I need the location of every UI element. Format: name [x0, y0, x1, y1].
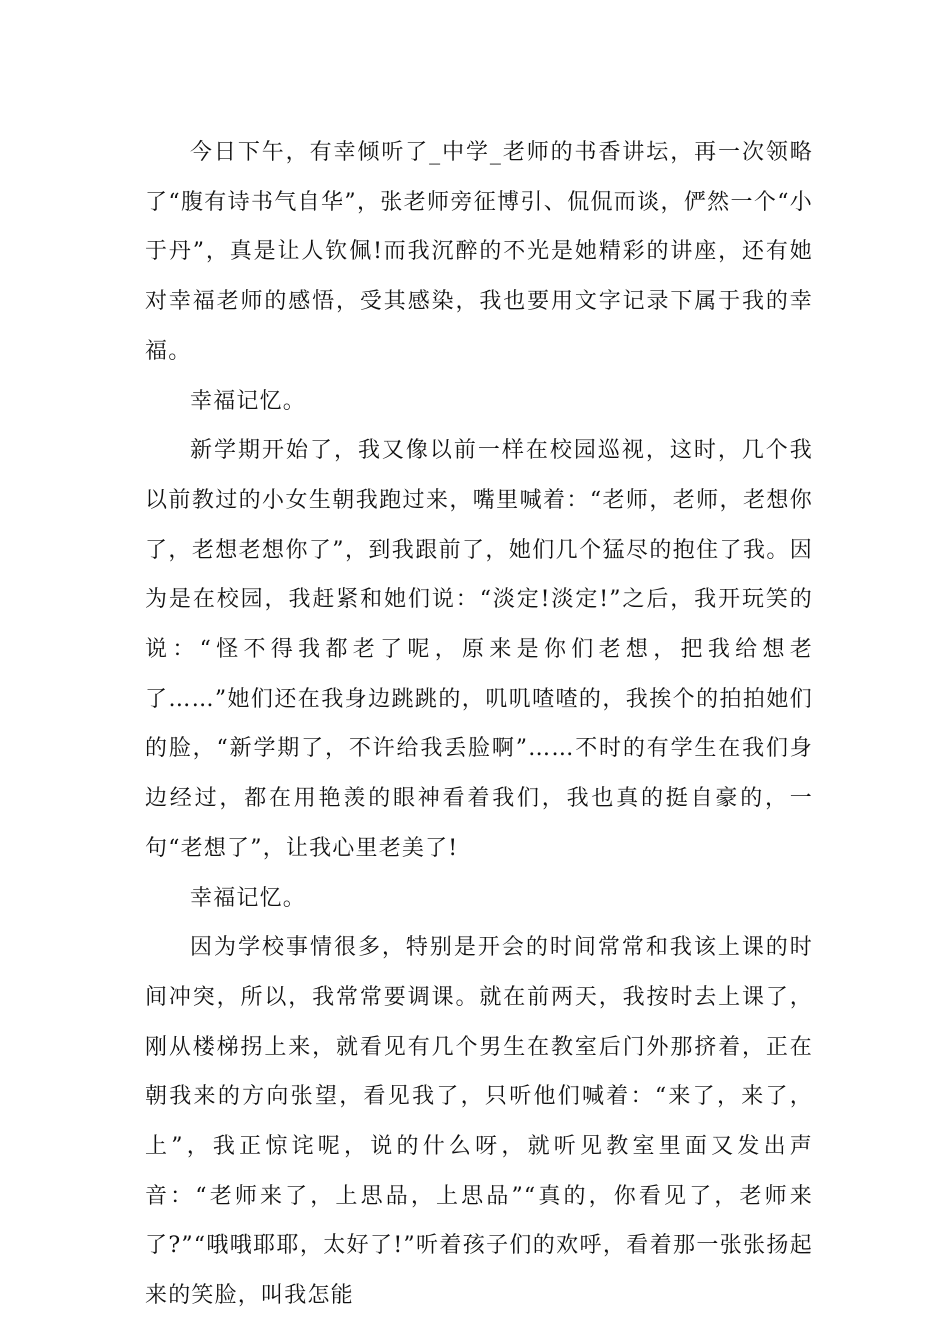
section-heading-1: 幸福记忆。: [190, 388, 307, 414]
memory-paragraph-2: 因为学校事情很多，特别是开会的时间常常和我该上课的时间冲突，所以，我常常要调课。就在前两天，我按时去上课了，刚从楼梯拐上来，就看见有几个男生在教室后门外那挤着，正在朝我来的方向张望，看见我了，只听他们喊着：“来了，来了，上”，我正惊诧呢，说的什么呀，就听见教室里面又发出声音：“老师来了，上思品，上思品”“真的，你看见了，老师来了?”“哦哦耶耶，太好了!”听着孩子们的欢呼，看着那一张张扬起来的笑脸，叫我怎能: [145, 935, 813, 1309]
intro-paragraph: 今日下午，有幸倾听了_中学_老师的书香讲坛，再一次领略了“腹有诗书气自华”，张老师旁征博引、侃侃而谈，俨然一个“小于丹”，真是让人钦佩!而我沉醉的不光是她精彩的讲座，还有她对幸福老师的感悟，受其感染，我也要用文字记录下属于我的幸福。: [145, 140, 813, 364]
memory-paragraph-1: 新学期开始了，我又像以前一样在校园巡视，这时，几个我以前教过的小女生朝我跑过来，嘴里喊着：“老师，老师，老想你了，老想老想你了”，到我跟前了，她们几个猛尽的抱住了我。因为是在校园，我赶紧和她们说：“淡定!淡定!”之后，我开玩笑的说：“怪不得我都老了呢，原来是你们老想，把我给想老了……”她们还在我身边跳跳的，叽叽喳喳的，我挨个的拍拍她们的脸，“新学期了，不许给我丢脸啊”……不时的有学生在我们身边经过，都在用艳羡的眼神看着我们，我也真的挺自豪的，一句“老想了”，让我心里老美了!: [145, 438, 813, 861]
section-heading-2: 幸福记忆。: [190, 885, 307, 911]
document-body: [145, 128, 813, 1321]
